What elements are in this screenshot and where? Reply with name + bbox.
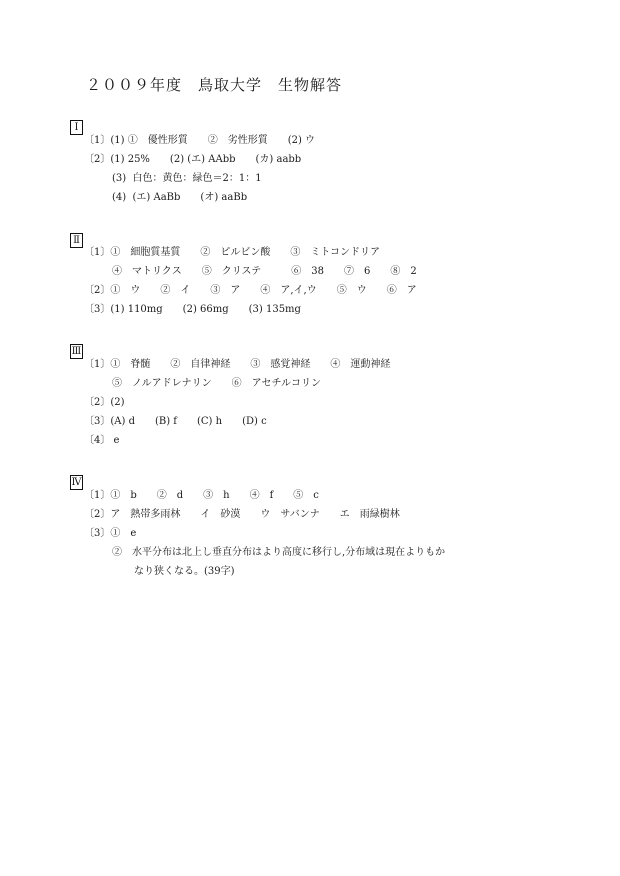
section-3-header	[70, 339, 83, 359]
answer-line: ② 水平分布は北上し垂直分布はより高度に移行し,分布域は現在よりもか	[112, 547, 446, 558]
section-2-header	[70, 228, 83, 248]
section-numeral-box: Ⅳ	[71, 477, 82, 488]
answer-line: (4) (エ) AaBb (オ) aaBb	[112, 192, 248, 203]
answer-line: 〔1〕① 脊髄 ② 自律神経 ③ 感覚神経 ④ 運動神経	[84, 359, 391, 370]
answer-line: 〔2〕① ウ ② イ ③ ア ④ ア,イ,ウ ⑤ ウ ⑥ ア	[84, 285, 417, 296]
answer-line: 〔2〕(2)	[84, 397, 125, 408]
answer-line: 〔2〕ア 熱帯多雨林 イ 砂漠 ウ サバンナ エ 雨緑樹林	[84, 509, 400, 520]
section-4-header	[70, 470, 83, 490]
answer-line: 〔3〕(1) 110mg (2) 66mg (3) 135mg	[84, 304, 301, 315]
answer-line: 〔4〕 e	[84, 435, 120, 446]
answer-line: なり狭くなる。(39字)	[134, 566, 235, 577]
answer-line: 〔3〕① e	[84, 528, 137, 539]
answer-line: 〔3〕(A) d (B) f (C) h (D) c	[84, 416, 267, 427]
answer-line: 〔1〕① b ② d ③ h ④ f ⑤ c	[84, 490, 319, 501]
answer-line: 〔1〕(1) ① 優性形質 ② 劣性形質 (2) ウ	[84, 135, 316, 146]
answer-line: 〔1〕① 細胞質基質 ② ピルビン酸 ③ ミトコンドリア	[84, 247, 380, 258]
answer-line: (3) 白色：黄色：緑色＝2：1：1	[112, 173, 262, 184]
answer-line: 〔2〕(1) 25% (2) (エ) AAbb (カ) aabb	[84, 154, 302, 165]
section-numeral-box: Ⅲ	[71, 346, 82, 357]
answer-line: ⑤ ノルアドレナリン ⑥ アセチルコリン	[112, 378, 321, 389]
page-title: ２００９年度 鳥取大学 生物解答	[86, 76, 343, 94]
section-numeral-box: Ⅱ	[70, 233, 83, 248]
answer-line: ④ マトリクス ⑤ クリステ ⑥ 38 ⑦ 6 ⑧ 2	[112, 266, 417, 277]
section-numeral-box: Ⅰ	[70, 120, 83, 135]
section-1-header	[70, 115, 83, 135]
